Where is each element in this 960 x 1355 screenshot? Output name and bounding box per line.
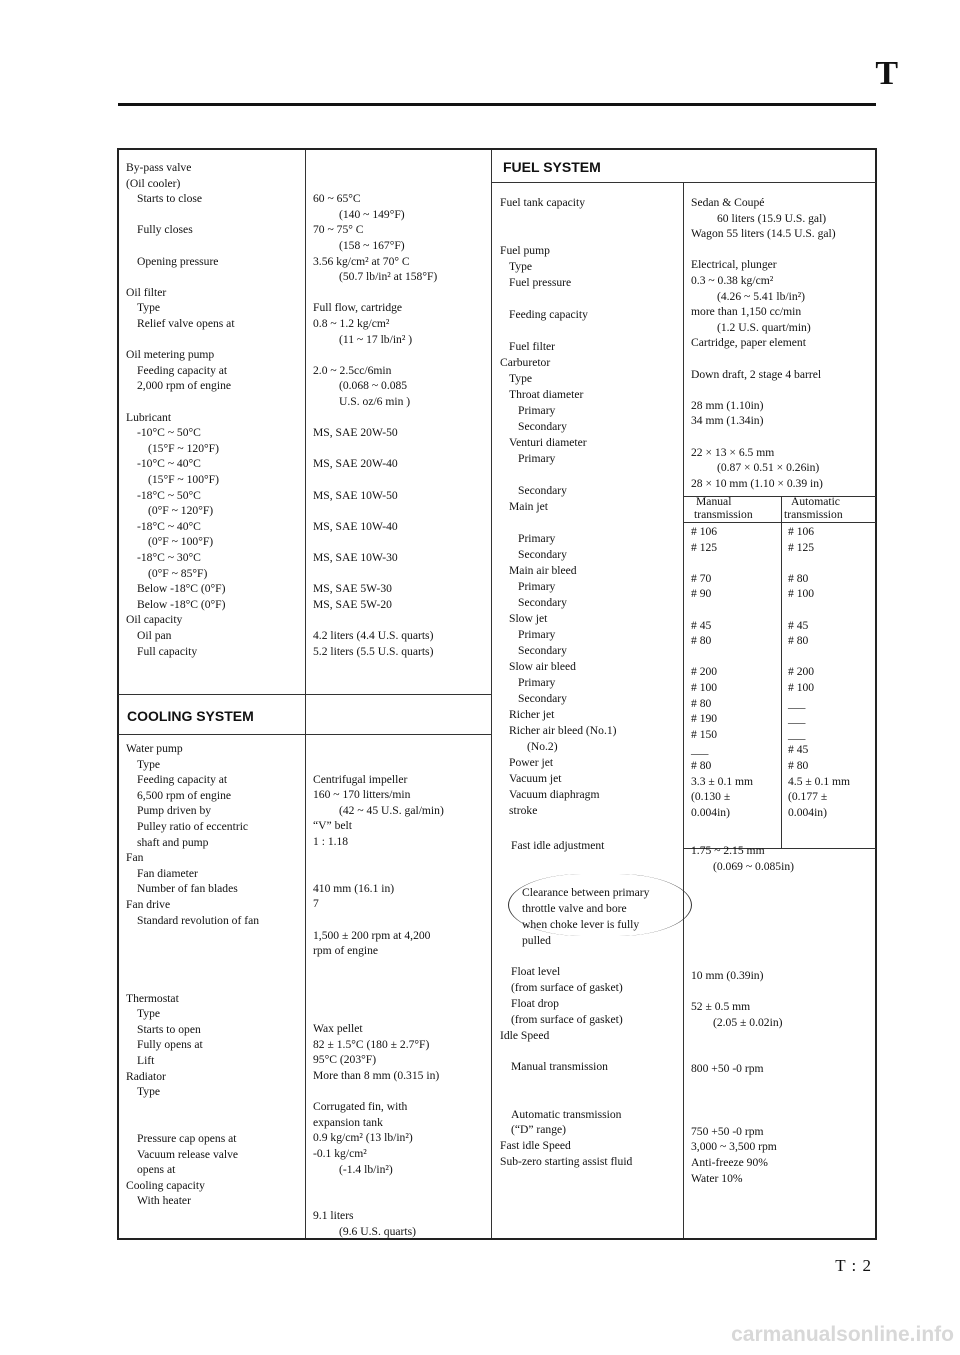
spec-line: Type (137, 757, 161, 771)
spec-line: 52 ± 0.5 mm (691, 1000, 751, 1013)
spec-line: Venturi diameter (509, 436, 587, 449)
spec-line: Opening pressure (137, 254, 219, 268)
spec-line: 750 +50 -0 rpm (691, 1124, 764, 1138)
spec-line: 3.56 kg/cm² at 70° C (313, 254, 410, 268)
spec-line: Wax pellet (313, 1022, 363, 1036)
spec-line: # 80 (788, 759, 809, 772)
spec-line: Type (137, 301, 161, 315)
spec-line: Number of fan blades (137, 882, 238, 896)
spec-line: Water 10% (691, 1171, 743, 1185)
spec-line: 9.1 liters (313, 1209, 354, 1223)
spec-line: Fully opens at (137, 1038, 203, 1052)
jet-header-text: Manual (696, 495, 732, 508)
spec-line: (from surface of gasket) (511, 1012, 623, 1026)
cooling-top-rule (118, 694, 491, 695)
spec-line: # 45 (788, 743, 809, 757)
spec-line: MS, SAE 5W-20 (313, 597, 392, 611)
spec-line: 28 mm (1.10in) (691, 398, 764, 412)
spec-line: Throat diameter (509, 388, 584, 401)
spec-line: # 200 (691, 665, 718, 679)
fuel-title-rule (492, 182, 876, 183)
spec-line: 0.004in) (691, 805, 730, 819)
spec-line: (0.177 ± (788, 790, 828, 804)
spec-line: 70 ~ 75° C (313, 223, 364, 237)
spec-line: Cooling capacity (126, 1178, 205, 1192)
spec-line: 4.5 ± 0.1 mm (788, 774, 851, 788)
spec-line: ___ (788, 727, 806, 741)
spec-line: Fuel pump (500, 244, 550, 257)
spec-line: 95°C (203°F) (313, 1053, 377, 1067)
spec-line: Corrugated fin, with (313, 1100, 408, 1114)
jet-header-text: transmission (784, 508, 843, 521)
jet-divider (781, 496, 782, 848)
spec-line: U.S. oz/6 min ) (339, 395, 411, 408)
spec-line: 34 mm (1.34in) (691, 414, 764, 428)
spec-line: Secondary (518, 548, 567, 561)
spec-line: 22 × 13 × 6.5 mm (691, 445, 775, 459)
watermark: carmanualsonline.info (731, 1323, 954, 1346)
spec-line: Vacuum diaphragm (509, 788, 600, 801)
jet-header-text: Automatic (791, 495, 840, 508)
spec-line: Electrical, plunger (691, 258, 777, 272)
spec-line: 410 mm (16.1 in) (313, 881, 395, 895)
jet-header-rule-bottom (684, 522, 876, 523)
spec-line: 0.3 ~ 0.38 kg/cm² (691, 274, 774, 287)
spec-line: Idle Speed (500, 1028, 550, 1042)
spec-line: Anti-freeze 90% (691, 1156, 768, 1169)
spec-line: # 80 (691, 696, 712, 710)
spec-line: Full capacity (137, 644, 198, 658)
spec-line: Below -18°C (0°F) (137, 582, 226, 596)
spec-line: Float drop (511, 997, 559, 1010)
spec-line: Sedan & Coupé (691, 196, 765, 209)
spec-line: Starts to close (137, 192, 203, 206)
spec-line: Lift (137, 1054, 155, 1067)
spec-line: Automatic transmission (511, 1107, 622, 1121)
spec-line: (15°F ~ 120°F) (148, 441, 219, 455)
spec-line: Fan drive (126, 898, 171, 911)
spec-line: Type (137, 1085, 161, 1099)
spec-line: MS, SAE 10W-30 (313, 551, 398, 564)
spec-line: Sub-zero starting assist fluid (500, 1155, 633, 1168)
spec-line: # 90 (691, 587, 712, 601)
spec-line: Primary (518, 452, 556, 465)
spec-line: MS, SAE 10W-50 (313, 488, 398, 502)
spec-line: (-1.4 lb/in²) (339, 1162, 393, 1176)
spec-line: More than 8 mm (0.315 in) (313, 1069, 440, 1082)
spec-line: # 190 (691, 712, 718, 726)
spec-line: Fuel pressure (509, 276, 572, 289)
spec-line: Secondary (518, 692, 567, 705)
center-divider (491, 150, 492, 1238)
spec-line: (0.068 ~ 0.085 (339, 379, 408, 393)
spec-line: MS, SAE 20W-50 (313, 426, 398, 440)
spec-line: 160 ~ 170 litters/min (313, 788, 411, 802)
spec-line: Feeding capacity (509, 308, 588, 321)
spec-line: rpm of engine (313, 944, 379, 958)
spec-line: Fast idle adjustment (511, 839, 605, 852)
spec-line: # 80 (691, 759, 712, 772)
spec-line: Richer jet (509, 708, 555, 721)
spec-line: Feeding capacity at (137, 363, 228, 377)
spec-line: -18°C ~ 50°C (137, 488, 201, 502)
spec-line: Main air bleed (509, 564, 577, 577)
spec-line: Pulley ratio of eccentric (137, 820, 249, 833)
spec-line: 1,500 ± 200 rpm at 4,200 (313, 928, 431, 942)
spec-line: 2,000 rpm of engine (137, 379, 232, 393)
jet-header-text: transmission (694, 508, 753, 521)
spec-line: Cartridge, paper element (691, 336, 806, 350)
spec-line: Primary (518, 404, 556, 417)
spec-line: shaft and pump (137, 835, 209, 849)
spec-line: MS, SAE 5W-30 (313, 582, 392, 596)
spec-line: MS, SAE 10W-40 (313, 519, 398, 533)
fuel-divider (683, 183, 684, 1238)
spec-line: (0.87 × 0.51 × 0.26in) (717, 461, 820, 475)
spec-line: (“D” range) (511, 1123, 567, 1137)
spec-line: (158 ~ 167°F) (339, 239, 405, 252)
spec-line: Pump driven by (137, 804, 212, 818)
spec-line: pulled (522, 933, 551, 947)
spec-line: # 80 (788, 634, 809, 648)
spec-line: Fan diameter (137, 866, 198, 880)
spec-line: # 150 (691, 727, 718, 741)
spec-line: Type (137, 1007, 161, 1021)
page-number: T : 2 (835, 1256, 872, 1275)
spec-line: MS, SAE 20W-40 (313, 457, 398, 471)
spec-line: # 200 (788, 665, 815, 679)
spec-line: Slow air bleed (509, 660, 576, 673)
spec-line: By-pass valve (126, 161, 192, 174)
spec-line: # 125 (788, 540, 815, 554)
spec-line: 10 mm (0.39in) (691, 968, 764, 982)
spec-line: (15°F ~ 100°F) (148, 473, 219, 486)
spec-line: (11 ~ 17 lb/in² ) (339, 332, 413, 346)
spec-line: Feeding capacity at (137, 773, 228, 787)
spec-line: Primary (518, 676, 556, 689)
spec-line: # 100 (788, 587, 815, 601)
spec-line: (No.2) (527, 740, 558, 753)
spec-line: (Oil cooler) (126, 176, 181, 190)
spec-line: expansion tank (313, 1115, 383, 1129)
spec-line: 82 ± 1.5°C (180 ± 2.7°F) (313, 1037, 430, 1051)
spec-line: 3.3 ± 0.1 mm (691, 774, 754, 788)
spec-line: Lubricant (126, 410, 172, 424)
spec-line: (0.069 ~ 0.085in) (713, 859, 794, 873)
spec-line: # 125 (691, 540, 718, 554)
spec-line: (0°F ~ 85°F) (148, 566, 208, 580)
spec-line: Vacuum release valve (137, 1147, 239, 1161)
spec-line: Oil metering pump (126, 348, 215, 362)
spec-line: when choke lever is fully (522, 918, 640, 931)
spec-line: (from surface of gasket) (511, 981, 623, 995)
spec-line: 3,000 ~ 3,500 rpm (691, 1140, 777, 1154)
spec-line: # 45 (788, 618, 809, 632)
spec-line: Full flow, cartridge (313, 301, 403, 315)
spec-line: Slow jet (509, 612, 548, 625)
spec-line: # 106 (691, 525, 718, 538)
spec-line: 60 ~ 65°C (313, 192, 361, 206)
spec-line: # 100 (691, 681, 718, 694)
spec-line: throttle valve and bore (522, 902, 627, 916)
spec-line: 7 (313, 897, 319, 911)
spec-line: more than 1,150 cc/min (691, 305, 802, 319)
spec-line: Starts to open (137, 1022, 201, 1036)
spec-line: Radiator (126, 1069, 166, 1083)
spec-line: Clearance between primary (522, 886, 650, 900)
cooling-title: COOLING SYSTEM (127, 708, 254, 724)
spec-line: Secondary (518, 596, 567, 609)
spec-line: 6,500 rpm of engine (137, 788, 232, 802)
spec-line: Secondary (518, 420, 567, 433)
spec-line: (1.2 U.S. quart/min) (717, 320, 811, 334)
spec-line: Standard revolution of fan (137, 913, 260, 927)
spec-line: Primary (518, 580, 556, 593)
spec-line: 2.0 ~ 2.5cc/6min (313, 363, 392, 377)
spec-line: Relief valve opens at (137, 317, 235, 330)
spec-line: Wagon 55 liters (14.5 U.S. gal) (691, 227, 836, 241)
spec-line: # 80 (691, 634, 712, 648)
spec-line: 0.004in) (788, 805, 827, 819)
spec-line: Primary (518, 532, 556, 545)
spec-line: Secondary (518, 644, 567, 657)
spec-line: Power jet (509, 756, 554, 769)
corner-letter: T (875, 55, 898, 92)
spec-line: -10°C ~ 50°C (137, 426, 201, 440)
spec-line: Oil capacity (126, 613, 183, 627)
spec-line: (42 ~ 45 U.S. gal/min) (339, 803, 444, 817)
spec-line: ___ (691, 743, 709, 757)
spec-line: # 80 (788, 571, 809, 585)
spec-line: opens at (137, 1163, 176, 1177)
spec-line: -0.1 kg/cm² (313, 1147, 367, 1160)
spec-line: Secondary (518, 484, 567, 497)
spec-line: 5.2 liters (5.5 U.S. quarts) (313, 644, 434, 658)
spec-line: Type (509, 372, 533, 385)
spec-line: (9.6 U.S. quarts) (339, 1225, 416, 1238)
spec-line: Below -18°C (0°F) (137, 597, 226, 611)
spec-line: (50.7 lb/in² at 158°F) (339, 270, 438, 284)
spec-line: With heater (137, 1194, 191, 1208)
spec-line: Fan (126, 851, 144, 865)
spec-line: (0°F ~ 100°F) (148, 535, 214, 549)
cooling-title-rule (118, 734, 491, 735)
spec-line: Oil filter (126, 285, 167, 299)
spec-line: Richer air bleed (No.1) (509, 724, 617, 737)
spec-line: Fuel tank capacity (500, 196, 585, 209)
spec-line: (4.26 ~ 5.41 lb/in²) (717, 289, 806, 303)
spec-line: Fully closes (137, 223, 193, 237)
spec-line: Primary (518, 628, 556, 641)
spec-line: 800 +50 -0 rpm (691, 1062, 764, 1076)
fuel-title: FUEL SYSTEM (503, 159, 601, 175)
spec-line: -18°C ~ 30°C (137, 551, 201, 564)
spec-line: 0.8 ~ 1.2 kg/cm² (313, 317, 390, 330)
spec-line: -18°C ~ 40°C (137, 519, 201, 533)
spec-line: Main jet (509, 500, 548, 513)
spec-line: 0.9 kg/cm² (13 lb/in²) (313, 1131, 413, 1145)
spec-line: 1.75 ~ 2.15 mm (691, 844, 765, 857)
spec-line: ___ (788, 712, 806, 726)
spec-line: # 106 (788, 525, 815, 538)
spec-line: Float level (511, 965, 561, 979)
spec-line: Water pump (126, 742, 183, 755)
spec-line: (0°F ~ 120°F) (148, 504, 214, 518)
spec-line: (140 ~ 149°F) (339, 207, 405, 221)
spec-line: Manual transmission (511, 1060, 608, 1074)
spec-line: (0.130 ± (691, 790, 731, 804)
spec-line: (2.05 ± 0.02in) (713, 1015, 783, 1029)
spec-line: -10°C ~ 40°C (137, 457, 201, 471)
spec-line: Centrifugal impeller (313, 772, 408, 786)
spec-line: Fuel filter (509, 340, 556, 353)
spec-line: # 45 (691, 618, 712, 632)
spec-line: 4.2 liters (4.4 U.S. quarts) (313, 629, 434, 642)
header-rule (118, 103, 876, 106)
spec-line: Fast idle Speed (500, 1139, 571, 1153)
spec-line: Thermostat (126, 991, 179, 1005)
spec-line: 28 × 10 mm (1.10 × 0.39 in) (691, 476, 823, 490)
spec-line: Carburetor (500, 356, 551, 369)
spec-line: ___ (788, 696, 806, 710)
spec-line: “V” belt (313, 819, 352, 833)
spec-line: Oil pan (137, 629, 172, 642)
spec-line: stroke (509, 804, 538, 817)
spec-line: # 100 (788, 681, 815, 694)
spec-line: Down draft, 2 stage 4 barrel (691, 367, 822, 381)
spec-line: Pressure cap opens at (137, 1132, 237, 1145)
spec-line: 60 liters (15.9 U.S. gal) (717, 211, 827, 225)
spec-line: Vacuum jet (509, 772, 562, 785)
spec-line: # 70 (691, 571, 712, 585)
spec-line: Type (509, 260, 533, 273)
spec-line: 1 : 1.18 (313, 835, 349, 848)
